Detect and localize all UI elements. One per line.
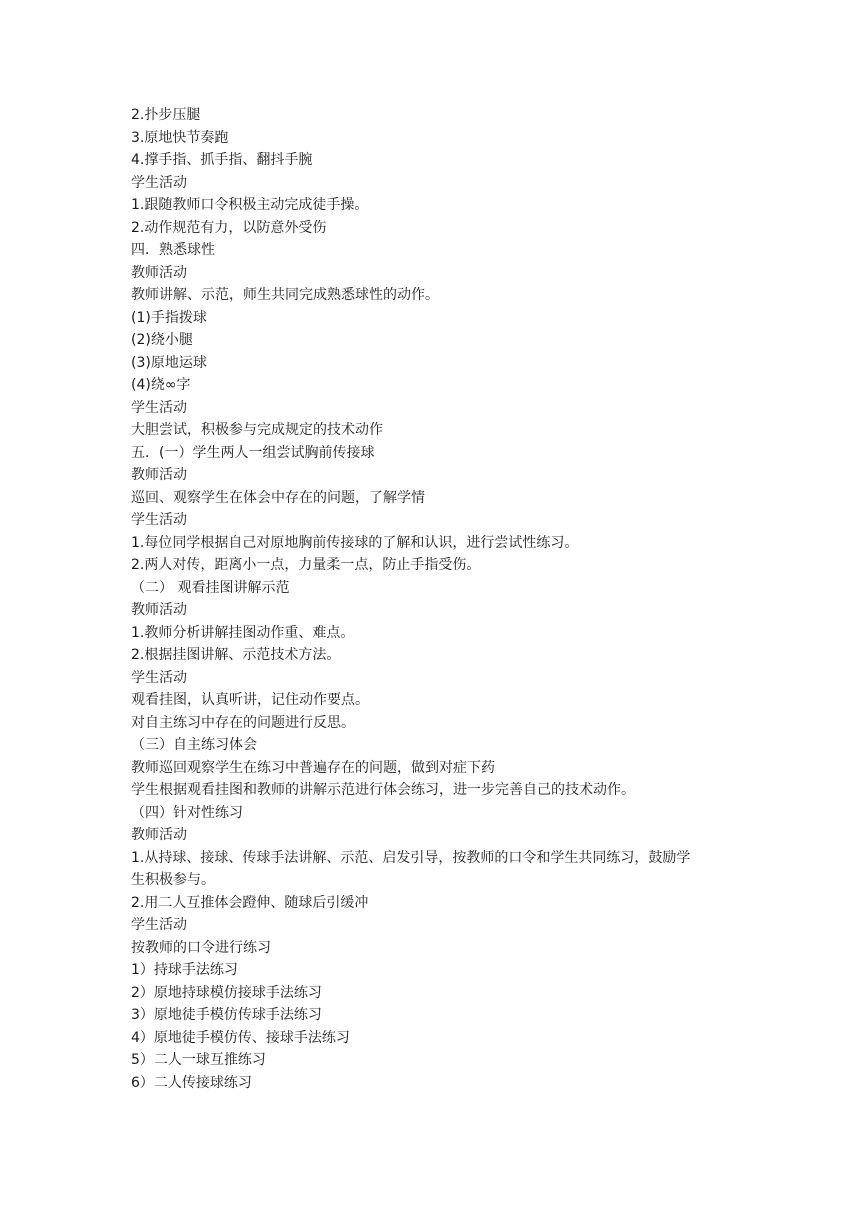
section-label: 学生活动 [131,174,187,191]
text-line: 3.原地快节奏跑 [131,129,229,146]
section-heading: （四）针对性练习 [131,804,243,821]
text-line: (4)绕∞字 [131,377,191,393]
text-line: 学生根据观看挂图和教师的讲解示范进行体会练习，进一步完善自己的技术动作。 [131,782,635,798]
list-item: 4）原地徒手模仿传、接球手法练习 [131,1029,350,1046]
document-body [131,104,731,1094]
section-label: 教师活动 [131,827,187,843]
list-item: 1）持球手法练习 [131,962,238,978]
text-line: (1)手指拨球 [131,309,207,326]
text-line: (3)原地运球 [131,354,207,371]
text-line: 观看挂图，认真听讲，记住动作要点。 [131,692,369,708]
section-heading: 五．(一）学生两人一组尝试胸前传接球 [131,444,375,461]
text-line: 2.两人对传，距离小一点，力量柔一点，防止手指受伤。 [131,557,481,573]
text-line: 2.扑步压腿 [131,107,201,123]
text-line: 1.从持球、接球、传球手法讲解、示范、启发引导，按教师的口令和学生共同练习，鼓励学 [131,849,691,866]
text-line: (2)绕小腿 [131,332,193,348]
section-label: 学生活动 [131,512,187,528]
section-heading: （三）自主练习体会 [131,737,257,753]
section-label: 教师活动 [131,467,187,483]
text-line: 生积极参与。 [131,872,215,888]
text-line: 2.用二人互推体会蹬伸、随球后引缓冲 [131,894,369,911]
list-item: 3）原地徒手模仿传球手法练习 [131,1007,322,1023]
text-line: 1.教师分析讲解挂图动作重、难点。 [131,624,355,641]
text-line: 4.撑手指、抓手指、翻抖手腕 [131,152,313,168]
text-line: 2.动作规范有力，以防意外受伤 [131,219,327,236]
section-heading: 四．熟悉球性 [131,242,215,258]
text-line: 教师讲解、示范，师生共同完成熟悉球性的动作。 [131,287,439,303]
section-label: 教师活动 [131,264,187,281]
text-line: 对自主练习中存在的问题进行反思。 [131,714,355,731]
text-line: 教师巡回观察学生在练习中普遍存在的问题，做到对症下药 [131,759,495,776]
section-heading: （二） 观看挂图讲解示范 [131,579,290,596]
text-line: 1.跟随教师口令积极主动完成徒手操。 [131,197,369,213]
section-label: 学生活动 [131,917,187,933]
text-line: 巡回、观察学生在体会中存在的问题，了解学情 [131,489,425,506]
section-label: 学生活动 [131,669,187,686]
text-line: 2.根据挂图讲解、示范技术方法。 [131,647,341,663]
text-line: 1.每位同学根据自己对原地胸前传接球的了解和认识，进行尝试性练习。 [131,534,579,551]
section-label: 学生活动 [131,399,187,416]
list-item: 2）原地持球模仿接球手法练习 [131,984,322,1001]
text-line: 按教师的口令进行练习 [131,939,271,956]
list-item: 5）二人一球互推练习 [131,1052,266,1068]
list-item: 6）二人传接球练习 [131,1074,252,1091]
section-label: 教师活动 [131,602,187,618]
text-line: 大胆尝试，积极参与完成规定的技术动作 [131,422,383,438]
